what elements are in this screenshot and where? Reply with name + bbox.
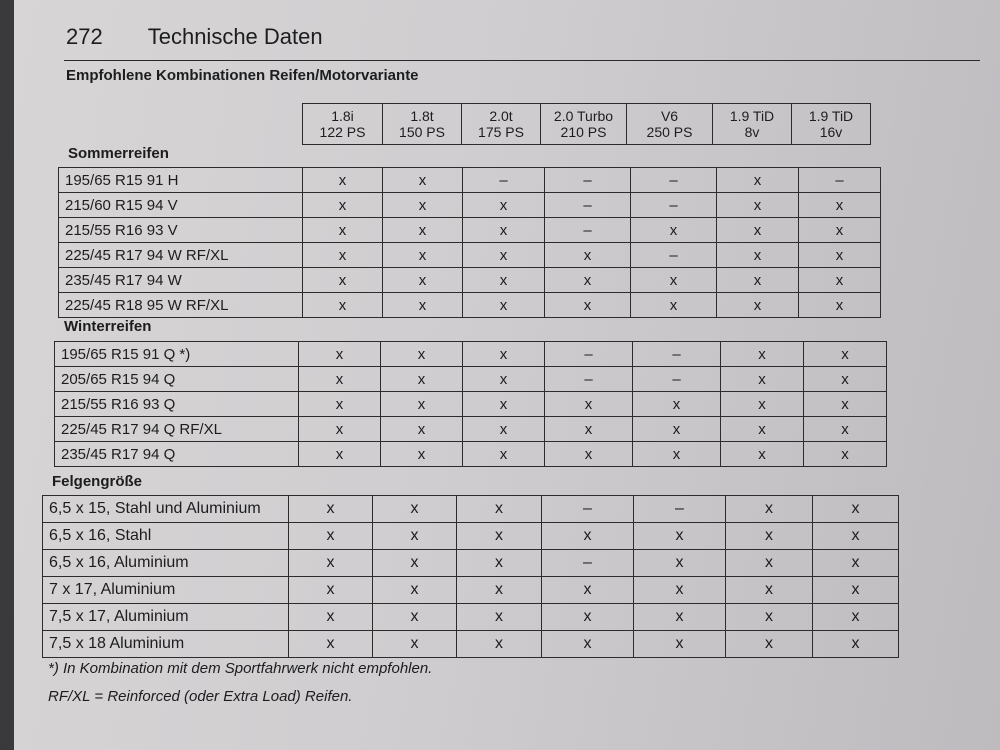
- table-cell: x: [383, 243, 463, 268]
- table-cell: x: [721, 442, 804, 467]
- table-cell: x: [303, 168, 383, 193]
- row-label: 225/45 R18 95 W RF/XL: [59, 293, 303, 318]
- table-cell: x: [813, 577, 899, 604]
- table-cell: x: [463, 367, 545, 392]
- row-label: 235/45 R17 94 Q: [55, 442, 299, 467]
- table-cell: x: [381, 392, 463, 417]
- winterreifen-table: [54, 341, 887, 467]
- table-row: [55, 367, 887, 392]
- table-cell: x: [289, 523, 373, 550]
- table-row: [43, 496, 899, 523]
- column-header-table: [302, 103, 871, 145]
- column-header: 2.0 Turbo 210 PS: [541, 104, 627, 145]
- table-cell: x: [804, 442, 887, 467]
- table-cell: x: [813, 550, 899, 577]
- row-label: 225/45 R17 94 W RF/XL: [59, 243, 303, 268]
- table-cell: –: [545, 367, 633, 392]
- section-title-winterreifen: Winterreifen: [64, 318, 152, 335]
- table-cell: x: [373, 550, 457, 577]
- page-header: [66, 24, 323, 50]
- header-rule: [64, 60, 980, 61]
- table-cell: x: [303, 218, 383, 243]
- felgengroesse-table: [42, 495, 899, 658]
- table-cell: x: [542, 604, 634, 631]
- table-row: [43, 631, 899, 658]
- table-cell: x: [804, 367, 887, 392]
- row-label: 6,5 x 15, Stahl und Aluminium: [43, 496, 289, 523]
- table-cell: –: [633, 342, 721, 367]
- row-label: 205/65 R15 94 Q: [55, 367, 299, 392]
- table-cell: x: [804, 342, 887, 367]
- table-row: [55, 342, 887, 367]
- table-cell: x: [373, 604, 457, 631]
- table-cell: –: [545, 168, 631, 193]
- table-cell: x: [545, 417, 633, 442]
- table-cell: x: [717, 268, 799, 293]
- column-header: 1.8i 122 PS: [303, 104, 383, 145]
- table-cell: –: [634, 496, 726, 523]
- table-cell: x: [299, 392, 381, 417]
- table-cell: –: [631, 243, 717, 268]
- table-cell: x: [457, 523, 542, 550]
- table-cell: x: [804, 417, 887, 442]
- table-cell: x: [383, 193, 463, 218]
- table-cell: x: [799, 193, 881, 218]
- section-title-felgengroesse: Felgengröße: [52, 473, 143, 490]
- table-cell: x: [299, 342, 381, 367]
- table-cell: x: [799, 268, 881, 293]
- table-cell: x: [726, 631, 813, 658]
- table-cell: x: [633, 442, 721, 467]
- table-cell: x: [631, 293, 717, 318]
- table-cell: x: [542, 523, 634, 550]
- table-subtitle: Empfohlene Kombinationen Reifen/Motorvariante: [66, 67, 419, 84]
- table-cell: x: [721, 342, 804, 367]
- table-cell: x: [633, 392, 721, 417]
- table-cell: x: [633, 417, 721, 442]
- table-row: [43, 604, 899, 631]
- table-cell: x: [634, 604, 726, 631]
- table-row: [55, 417, 887, 442]
- column-header: 1.8t 150 PS: [383, 104, 462, 145]
- table-cell: –: [463, 168, 545, 193]
- table-cell: x: [545, 293, 631, 318]
- table-cell: x: [726, 496, 813, 523]
- table-cell: x: [545, 392, 633, 417]
- table-row: [59, 218, 881, 243]
- table-cell: x: [717, 243, 799, 268]
- column-header: 1.9 TiD 8v: [713, 104, 792, 145]
- table-cell: x: [721, 417, 804, 442]
- table-cell: x: [717, 193, 799, 218]
- table-cell: –: [631, 168, 717, 193]
- column-header-row: [303, 104, 871, 145]
- table-cell: x: [303, 268, 383, 293]
- table-cell: x: [457, 496, 542, 523]
- table-cell: x: [381, 342, 463, 367]
- table-cell: x: [381, 367, 463, 392]
- row-label: 7 x 17, Aluminium: [43, 577, 289, 604]
- table-cell: x: [299, 417, 381, 442]
- table-cell: x: [631, 268, 717, 293]
- table-cell: –: [633, 367, 721, 392]
- table-cell: x: [717, 168, 799, 193]
- table-cell: x: [726, 523, 813, 550]
- table-cell: x: [634, 523, 726, 550]
- table-row: [59, 293, 881, 318]
- table-cell: x: [631, 218, 717, 243]
- table-cell: x: [373, 577, 457, 604]
- table-row: [43, 523, 899, 550]
- table-cell: x: [373, 523, 457, 550]
- table-cell: x: [463, 293, 545, 318]
- table-cell: x: [542, 577, 634, 604]
- table-row: [43, 550, 899, 577]
- row-label: 6,5 x 16, Aluminium: [43, 550, 289, 577]
- table-cell: x: [463, 193, 545, 218]
- page-title: Technische Daten: [147, 24, 323, 49]
- table-cell: x: [804, 392, 887, 417]
- table-cell: x: [457, 631, 542, 658]
- table-cell: x: [303, 293, 383, 318]
- table-cell: x: [726, 550, 813, 577]
- table-cell: x: [545, 268, 631, 293]
- table-cell: x: [383, 168, 463, 193]
- table-cell: –: [545, 342, 633, 367]
- row-label: 225/45 R17 94 Q RF/XL: [55, 417, 299, 442]
- table-row: [59, 243, 881, 268]
- table-cell: x: [717, 293, 799, 318]
- table-cell: x: [303, 243, 383, 268]
- table-cell: x: [813, 523, 899, 550]
- table-row: [59, 193, 881, 218]
- table-cell: x: [463, 417, 545, 442]
- table-cell: x: [799, 218, 881, 243]
- table-cell: x: [463, 392, 545, 417]
- table-cell: –: [631, 193, 717, 218]
- table-cell: x: [303, 193, 383, 218]
- table-cell: x: [289, 604, 373, 631]
- table-cell: x: [813, 631, 899, 658]
- table-cell: –: [799, 168, 881, 193]
- table-cell: x: [383, 268, 463, 293]
- table-cell: x: [542, 631, 634, 658]
- row-label: 6,5 x 16, Stahl: [43, 523, 289, 550]
- table-cell: x: [383, 293, 463, 318]
- table-cell: x: [289, 496, 373, 523]
- section-title-sommerreifen: Sommerreifen: [68, 145, 169, 162]
- table-cell: x: [383, 218, 463, 243]
- table-cell: x: [721, 367, 804, 392]
- table-cell: x: [634, 577, 726, 604]
- table-cell: x: [799, 293, 881, 318]
- manual-page: [14, 0, 1000, 750]
- table-cell: x: [289, 631, 373, 658]
- table-cell: x: [299, 442, 381, 467]
- table-cell: x: [813, 496, 899, 523]
- row-label: 215/55 R16 93 V: [59, 218, 303, 243]
- row-label: 235/45 R17 94 W: [59, 268, 303, 293]
- table-cell: x: [799, 243, 881, 268]
- table-cell: x: [726, 604, 813, 631]
- table-cell: x: [373, 496, 457, 523]
- table-cell: x: [463, 218, 545, 243]
- page-number: 272: [66, 24, 103, 49]
- table-cell: –: [545, 218, 631, 243]
- table-cell: x: [457, 577, 542, 604]
- row-label: 7,5 x 18 Aluminium: [43, 631, 289, 658]
- table-cell: –: [542, 496, 634, 523]
- table-cell: x: [726, 577, 813, 604]
- row-label: 195/65 R15 91 Q *): [55, 342, 299, 367]
- row-label: 215/55 R16 93 Q: [55, 392, 299, 417]
- table-cell: x: [463, 268, 545, 293]
- footnote-rf-xl: RF/XL = Reinforced (oder Extra Load) Reifen.: [48, 688, 353, 705]
- table-cell: x: [289, 550, 373, 577]
- sommerreifen-table: [58, 167, 881, 318]
- table-cell: x: [721, 392, 804, 417]
- row-label: 215/60 R15 94 V: [59, 193, 303, 218]
- table-cell: –: [542, 550, 634, 577]
- table-cell: x: [463, 243, 545, 268]
- table-cell: x: [457, 604, 542, 631]
- table-cell: x: [381, 442, 463, 467]
- footnote-sportfahrwerk: *) In Kombination mit dem Sportfahrwerk nicht empfohlen.: [48, 660, 433, 677]
- table-cell: x: [299, 367, 381, 392]
- row-label: 195/65 R15 91 H: [59, 168, 303, 193]
- table-cell: –: [545, 193, 631, 218]
- column-header: 2.0t 175 PS: [462, 104, 541, 145]
- table-cell: x: [545, 442, 633, 467]
- table-row: [55, 392, 887, 417]
- table-cell: x: [289, 577, 373, 604]
- table-cell: x: [634, 550, 726, 577]
- table-row: [59, 168, 881, 193]
- table-cell: x: [457, 550, 542, 577]
- table-row: [55, 442, 887, 467]
- table-cell: x: [813, 604, 899, 631]
- table-cell: x: [373, 631, 457, 658]
- table-cell: x: [381, 417, 463, 442]
- row-label: 7,5 x 17, Aluminium: [43, 604, 289, 631]
- table-row: [59, 268, 881, 293]
- table-cell: x: [634, 631, 726, 658]
- table-cell: x: [545, 243, 631, 268]
- table-cell: x: [463, 342, 545, 367]
- column-header: V6 250 PS: [627, 104, 713, 145]
- table-cell: x: [717, 218, 799, 243]
- column-header: 1.9 TiD 16v: [792, 104, 871, 145]
- table-cell: x: [463, 442, 545, 467]
- table-row: [43, 577, 899, 604]
